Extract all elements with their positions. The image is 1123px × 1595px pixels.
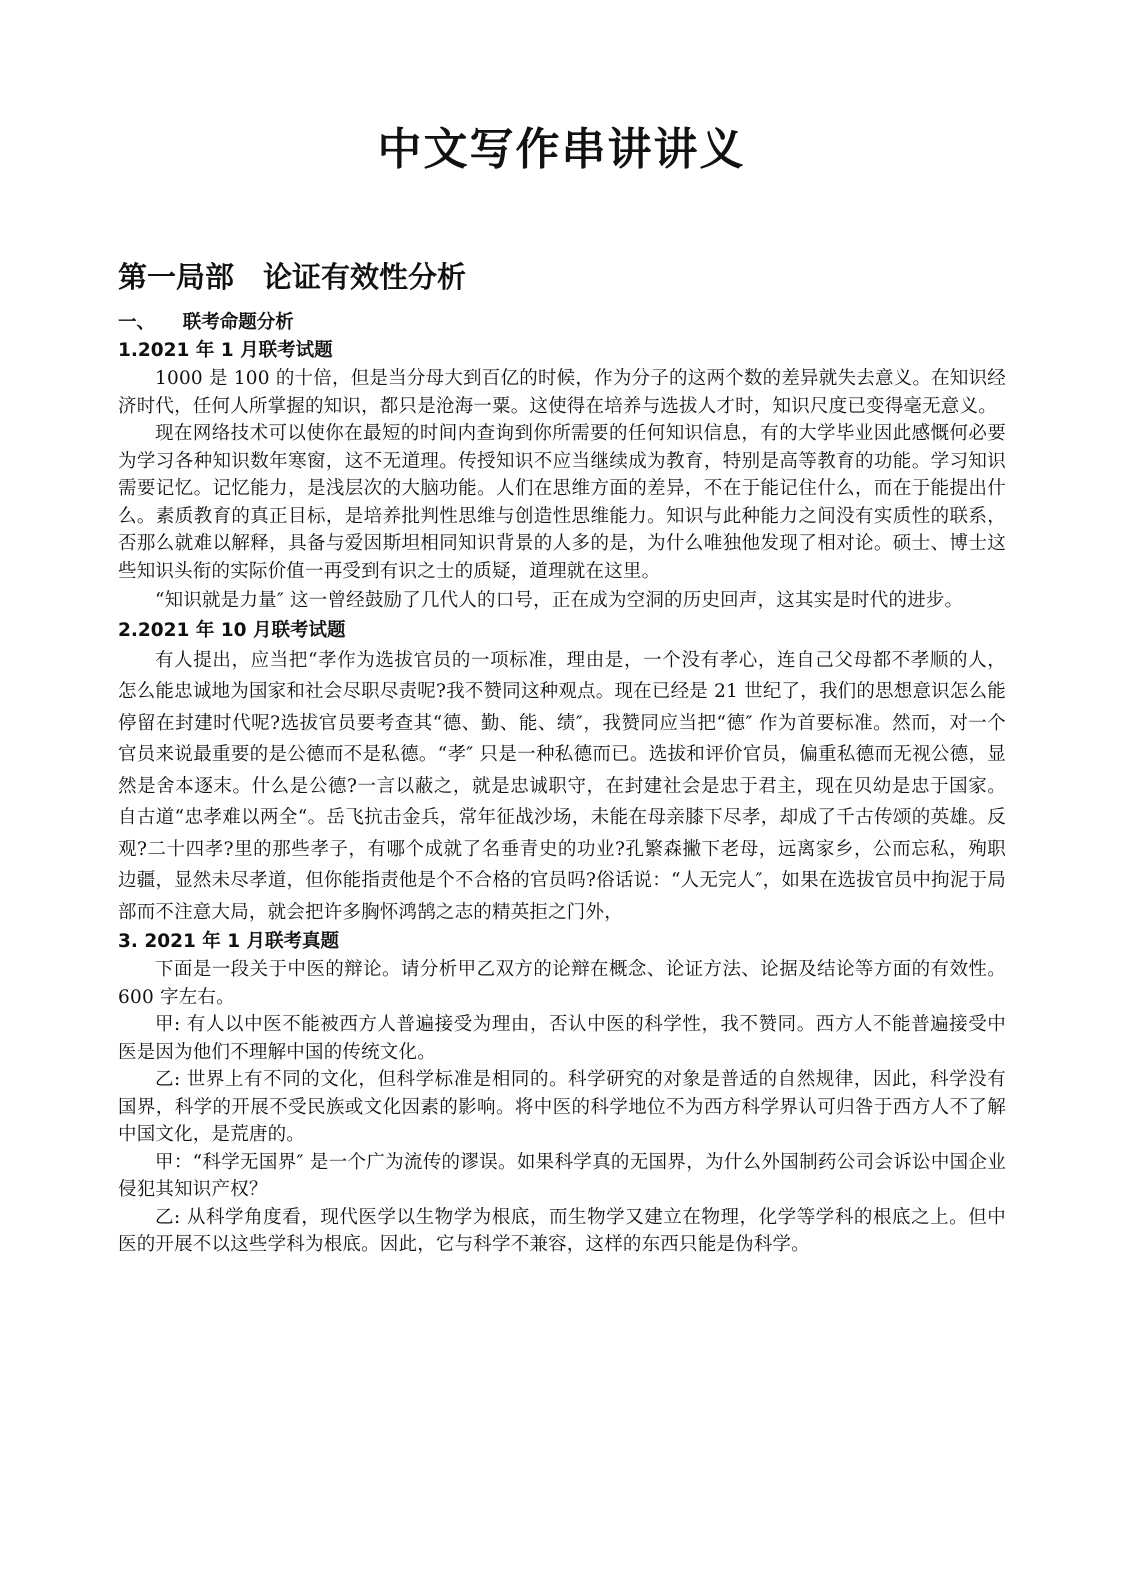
item-heading: 1.2021 年 1 月联考试题 [118, 340, 333, 361]
part-heading: 第一局部 论证有效性分析 [118, 260, 467, 294]
paragraph: 乙: 世界上有不同的文化，但科学标准是相同的。科学研究的对象是普适的自然规律，因此，科学没有国界，科学的开展不受民族或文化因素的影响。将中医的科学地位不为西方科学界认可归咎于西方人不了解中国文化，是荒唐的。 [118, 1069, 1006, 1145]
paragraph: “知识就是力量″ 这一曾经鼓励了几代人的口号，正在成为空洞的历史回声，这其实是时代的进步。 [155, 590, 964, 611]
paragraph: 1000 是 100 的十倍，但是当分母大到百亿的时候，作为分子的这两个数的差异就失去意义。在知识经济时代，任何人所掌握的知识，都只是沧海一粟。这使得在培养与选拔人才时，知识尺度已变得毫无意义。 [118, 368, 1006, 417]
paragraph: 下面是一段关于中医的辩论。请分析甲乙双方的论辩在概念、论证方法、论据及结论等方面的有效性。600 字左右。 [118, 959, 1006, 1008]
document-title: 中文写作串讲讲义 [377, 124, 746, 175]
paragraph: 乙: 从科学角度看，现代医学以生物学为根底，而生物学又建立在物理，化学等学科的根底之上。但中医的开展不以这些学科为根底。因此，它与科学不兼容，这样的东西只能是伪科学。 [118, 1206, 1006, 1255]
item-heading: 2.2021 年 10 月联考试题 [118, 619, 346, 641]
paragraph: 甲：“科学无国界″ 是一个广为流传的谬误。如果科学真的无国界，为什么外国制药公司会诉讼中国企业侵犯其知识产权？ [118, 1151, 1006, 1200]
document-body [118, 255, 1006, 1259]
paragraph: 现在网络技术可以使你在最短的时间内查询到你所需要的任何知识信息，有的大学毕业因此感慨何必要为学习各种知识数年寒窗，这不无道理。传授知识不应当继续成为教育，特别是高等教育的功能。学习知识需要记忆。记忆能力，是浅层次的大脑功能。人们在思维方面的差异，不在于能记住什么，而在于能提出什么。素质教育的真正目标，是培养批判性思维与创造性思维能力。知识与此种能力之间没有实质性的联系，否那么就难以解释，具备与爱因斯坦相同知识背景的人多的是，为什么唯独他发现了相对论。硕士、博士这些知识头衔的实际价值一再受到有识之士的质疑，道理就在这里。 [118, 423, 1006, 582]
section-heading: 一、 联考命题分析 [118, 312, 294, 333]
paragraph: 甲: 有人以中医不能被西方人普遍接受为理由，否认中医的科学性，我不赞同。西方人不能普遍接受中医是因为他们不理解中国的传统文化。 [118, 1014, 1006, 1063]
item-heading: 3. 2021 年 1 月联考真题 [118, 931, 340, 952]
paragraph: 有人提出，应当把“孝作为选拔官员的一项标准，理由是，一个没有孝心，连自己父母都不孝顺的人，怎么能忠诚地为国家和社会尽职尽责呢?我不赞同这种观点。现在已经是 21 世纪了，我们的思想意识怎么能停留在封建时代呢?选拔官员要考查其“德、勤、能、绩″，我赞同应当把“德″ 作为首要标准。然而，对一个官员来说最重要的是公德而不是私德。“孝″ 只是一种私德而已。选拔和评价官员，偏重私德而无视公德，显然是舍本逐末。什么是公德?一言以蔽之，就是忠诚职守，在封建社会是忠于君主，现在贝幼是忠于国家。自古道“忠孝难以两全“。岳飞抗击金兵，常年征战沙场，未能在母亲膝下尽孝，却成了千古传颂的英雄。反观?二十四孝?里的那些孝子，有哪个成就了名垂青史的功业?孔繁森撇下老母，远离家乡，公而忘私，殉职边疆，显然未尽孝道，但你能指责他是个不合格的官员吗?俗话说：“人无完人″，如果在选拔官员中拘泥于局部而不注意大局，就会把许多胸怀鸿鹄之志的精英拒之门外， [118, 649, 1006, 923]
